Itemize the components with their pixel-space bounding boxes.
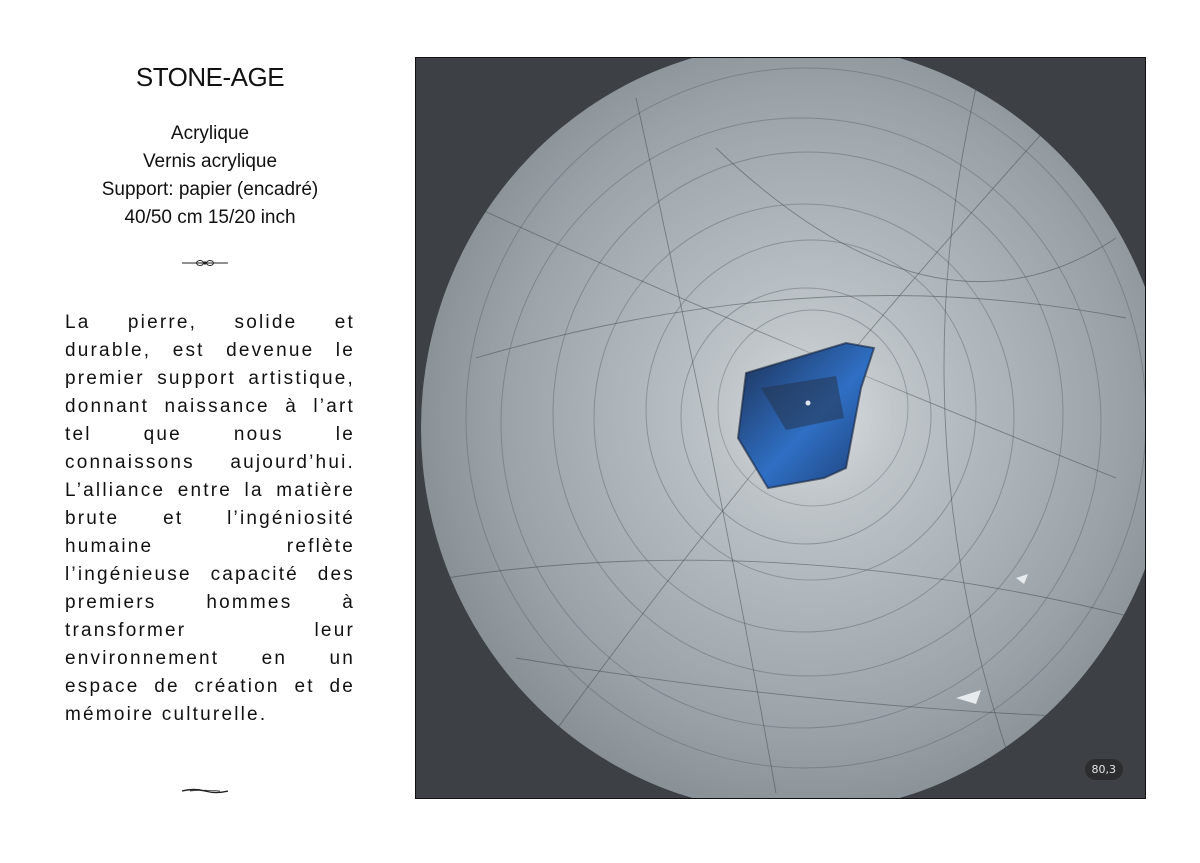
painting-stone-age-gray-disc-blue-center-icon bbox=[416, 58, 1145, 798]
spec-varnish: Vernis acrylique bbox=[142, 151, 278, 172]
artwork-info-panel bbox=[40, 0, 380, 863]
artwork-description: La pierre, solide et durable, est devenue le premier support artistique, donnant naissance à l’art tel que nous le connaissons aujourd’hui. L’alliance entre la matière brute et l’ingéniosité humaine reflète l’ingénieuse capacité des premiers hommes à transformer leur environnement en un espace de création et de mémoire culturelle. bbox=[65, 312, 355, 725]
artwork-specs bbox=[40, 120, 380, 232]
page-number-badge: 80,3 bbox=[1085, 759, 1124, 780]
spec-medium: Acrylique bbox=[170, 123, 250, 144]
ornament-divider-icon bbox=[182, 256, 228, 270]
spec-dimensions: 40/50 cm 15/20 inch bbox=[124, 207, 296, 228]
artwork-title: STONE-AGE bbox=[135, 62, 285, 92]
ornament-divider-icon bbox=[182, 784, 228, 798]
spec-support: Support: papier (encadré) bbox=[101, 179, 319, 200]
artwork-image bbox=[415, 57, 1146, 799]
